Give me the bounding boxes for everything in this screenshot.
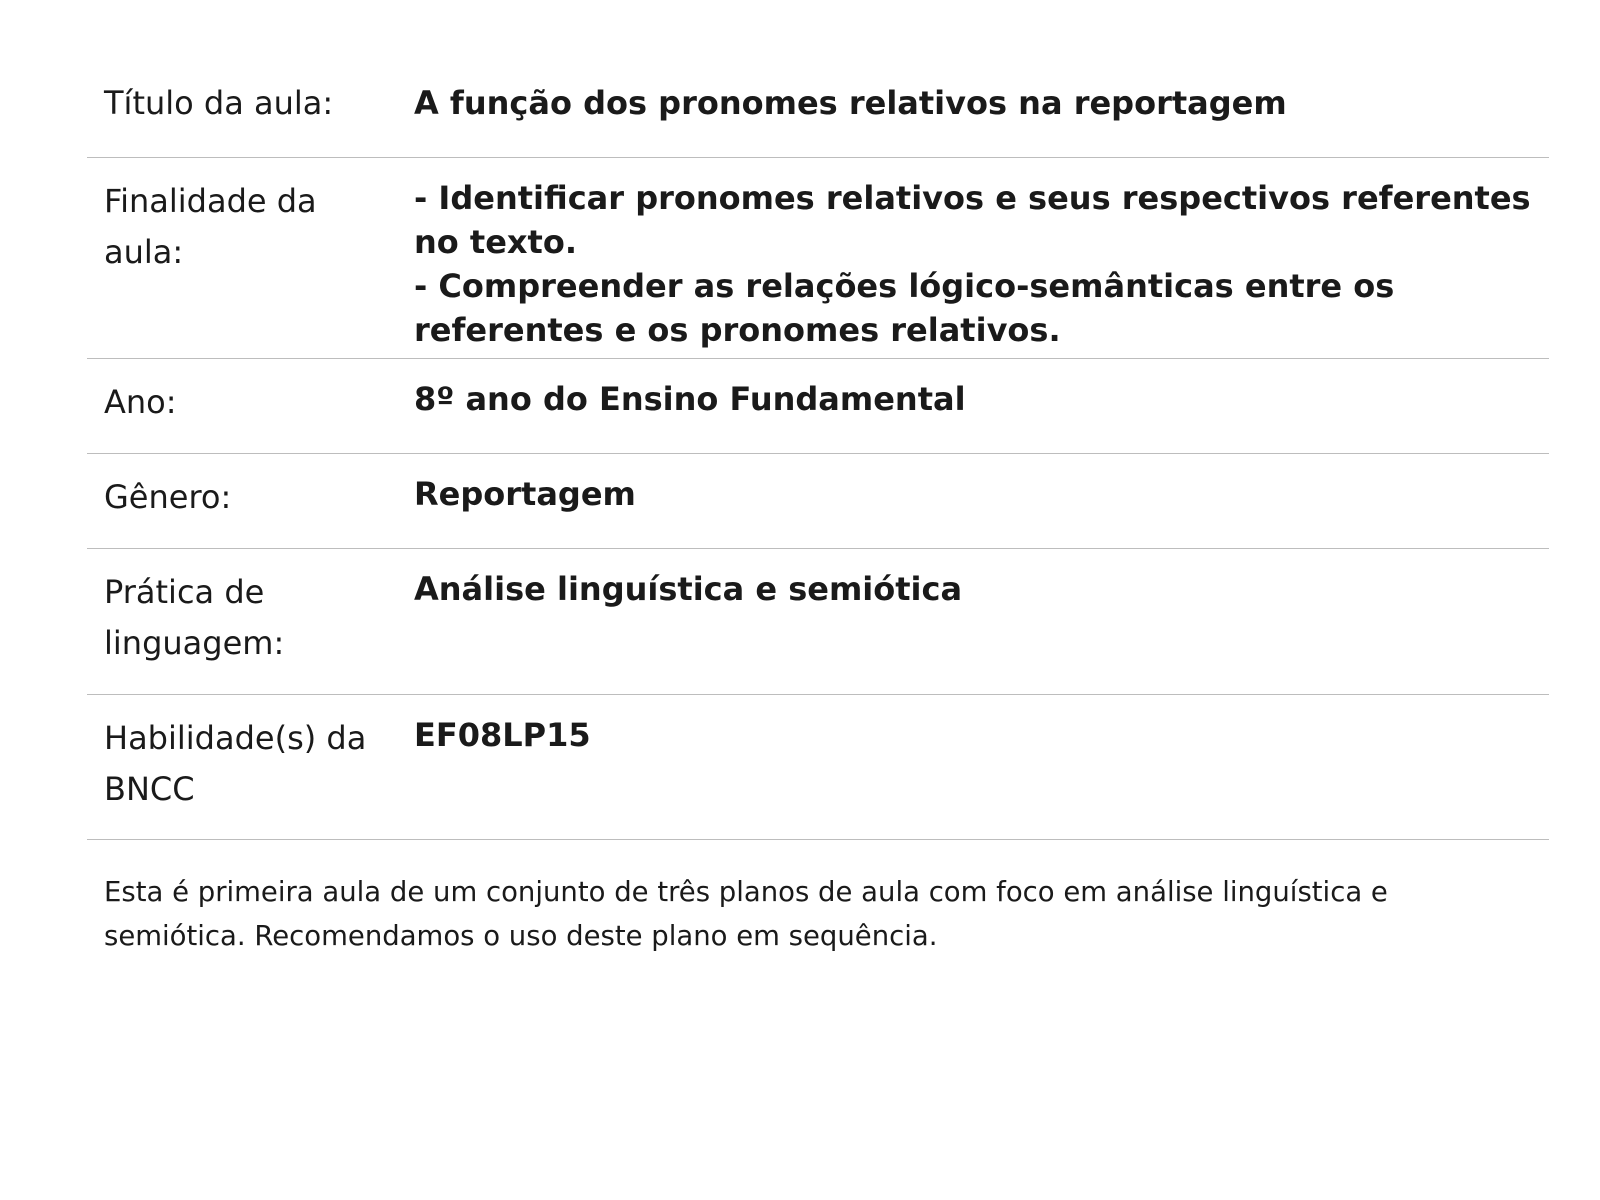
row-habilidade [87,695,1549,840]
row-ano [87,359,1549,454]
value: 8º ano do Ensino Fundamental [414,380,966,418]
row-pratica [87,549,1549,695]
label: Gênero: [104,478,232,516]
value: Reportagem [414,475,636,513]
value: Análise linguística e semiótica [414,570,963,608]
sequence-note: Esta é primeira aula de um conjunto de três planos de aula com foco em análise linguística e semiótica. Recomendamos o uso deste plano em sequência. [104,876,1388,952]
value [414,176,1549,358]
row-finalidade [87,158,1549,359]
row-genero [87,454,1549,549]
label: Ano: [104,383,177,421]
value-line: - Identificar pronomes relativos e seus respectivos referentes no texto. [414,179,1531,261]
value-line: - Compreender as relações lógico-semânticas entre os referentes e os pronomes relativos. [414,267,1395,349]
label: Título da aula: [104,84,334,122]
label: Finalidade da aula: [104,182,317,271]
lesson-info-table [87,70,1549,840]
label: Prática de linguagem: [104,573,285,662]
value: EF08LP15 [414,716,591,754]
value: A função dos pronomes relativos na reportagem [414,84,1287,122]
row-titulo [87,70,1549,158]
label: Habilidade(s) da BNCC [104,719,367,808]
